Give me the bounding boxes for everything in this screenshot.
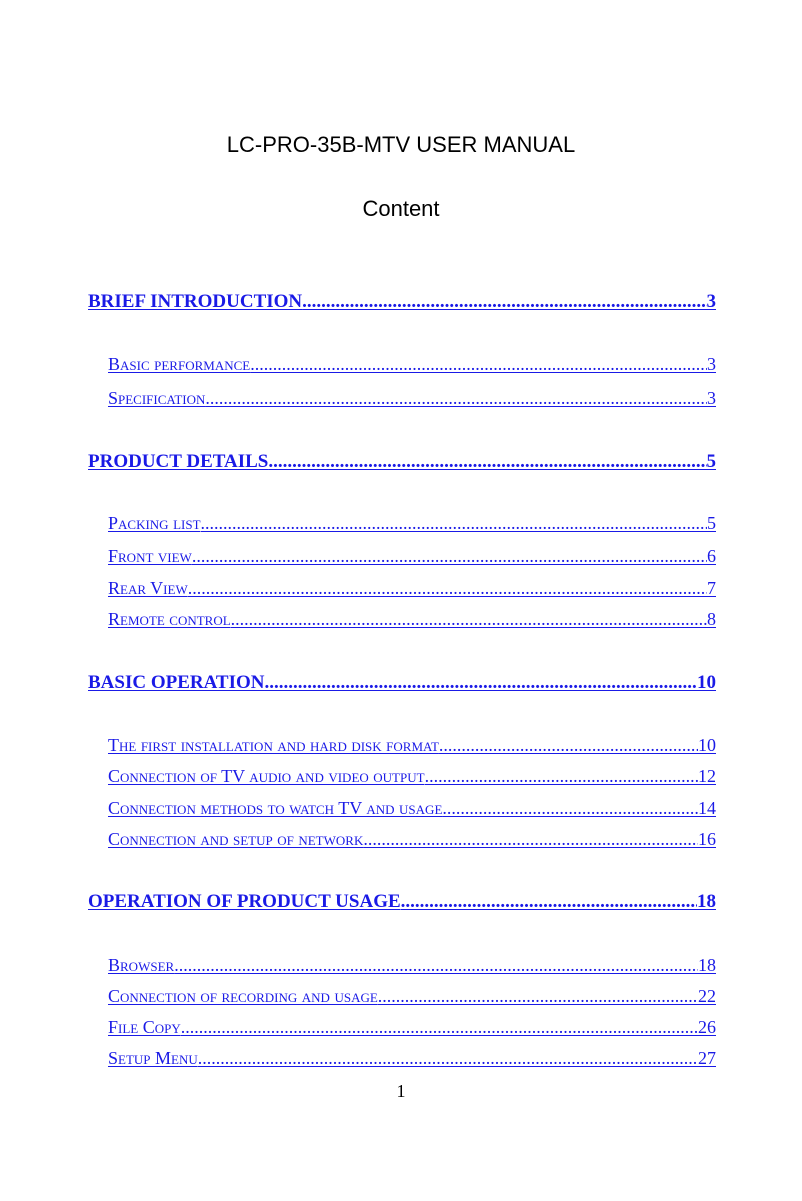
toc-page-number: 16 [698,829,716,849]
toc-page-number: 12 [698,766,716,786]
toc-leader [378,984,698,1008]
toc-item-front-view[interactable] [108,544,716,568]
toc-label: Connection of recording and usage [108,986,378,1006]
toc-item-packing-list[interactable] [108,511,716,535]
toc-item-remote-control[interactable] [108,607,716,631]
toc-section-basic-operation[interactable] [88,670,716,696]
toc-page-number: 6 [707,546,716,566]
toc-label: Browser [108,955,175,975]
toc-page-number: 3 [706,291,716,312]
toc-leader [188,576,707,600]
toc-leader [181,1015,698,1039]
toc-label: Specification [108,388,206,408]
toc-item-tv-audio-video-output[interactable] [108,764,716,788]
toc-label: The first installation and hard disk format [108,735,439,755]
toc-leader [250,352,707,376]
toc-leader [231,607,707,631]
toc-page-number: 18 [698,955,716,975]
toc-label: Connection and setup of network [108,829,364,849]
toc-label: File Copy [108,1017,181,1037]
toc-leader [442,796,698,820]
toc-page-number: 18 [697,891,716,912]
toc-item-setup-menu[interactable] [108,1046,716,1070]
toc-label: Front view [108,546,192,566]
toc-page-number: 10 [697,672,716,693]
toc-page-number: 3 [707,354,716,374]
toc-label: Connection of TV audio and video output [108,766,425,786]
toc-label: Remote control [108,609,231,629]
page-number: 1 [396,1081,406,1101]
toc-label: Setup Menu [108,1048,198,1068]
toc-label: Connection methods to watch TV and usage [108,798,443,818]
toc-page-number: 7 [707,578,716,598]
toc-section-product-details[interactable] [88,449,716,475]
toc-section-operation-of-product-usage[interactable] [88,889,716,915]
toc-page-number: 10 [698,735,716,755]
toc-leader [363,827,698,851]
toc-page-number: 27 [698,1048,716,1068]
toc-label: Rear View [108,578,188,598]
toc-label: OPERATION OF PRODUCT USAGE [88,891,401,912]
toc-label: BASIC OPERATION [88,672,265,693]
toc-leader [198,1046,698,1070]
toc-label: Basic performance [108,354,251,374]
toc-item-first-installation[interactable] [108,733,716,757]
toc-item-basic-performance[interactable] [108,352,716,376]
toc-leader [192,544,707,568]
toc-leader [264,670,697,696]
toc-page-number: 3 [707,388,716,408]
toc-leader [201,511,707,535]
toc-label: Packing list [108,513,201,533]
toc-leader [174,953,698,977]
toc-page-number: 26 [698,1017,716,1037]
toc-leader [439,733,698,757]
toc-page-number: 5 [707,513,716,533]
document-subtitle: Content [362,196,440,221]
toc-item-rear-view[interactable] [108,576,716,600]
toc-label: BRIEF INTRODUCTION [88,291,303,312]
toc-item-recording-usage[interactable] [108,984,716,1008]
toc-leader [205,386,707,410]
toc-leader [268,449,706,475]
toc-item-specification[interactable] [108,386,716,410]
toc-item-watch-tv-usage[interactable] [108,796,716,820]
toc-label: PRODUCT DETAILS [88,451,269,472]
toc-section-brief-introduction[interactable] [88,289,716,315]
toc-leader [401,889,697,915]
toc-item-network-setup[interactable] [108,827,716,851]
toc-item-browser[interactable] [108,953,716,977]
toc-page-number: 22 [698,986,716,1006]
document-title: LC-PRO-35B-MTV USER MANUAL [226,132,576,157]
toc-page-number: 5 [706,451,716,472]
toc-page-number: 8 [707,609,716,629]
toc-item-file-copy[interactable] [108,1015,716,1039]
toc-leader [425,764,698,788]
toc-page-number: 14 [698,798,716,818]
toc-leader [302,289,706,315]
